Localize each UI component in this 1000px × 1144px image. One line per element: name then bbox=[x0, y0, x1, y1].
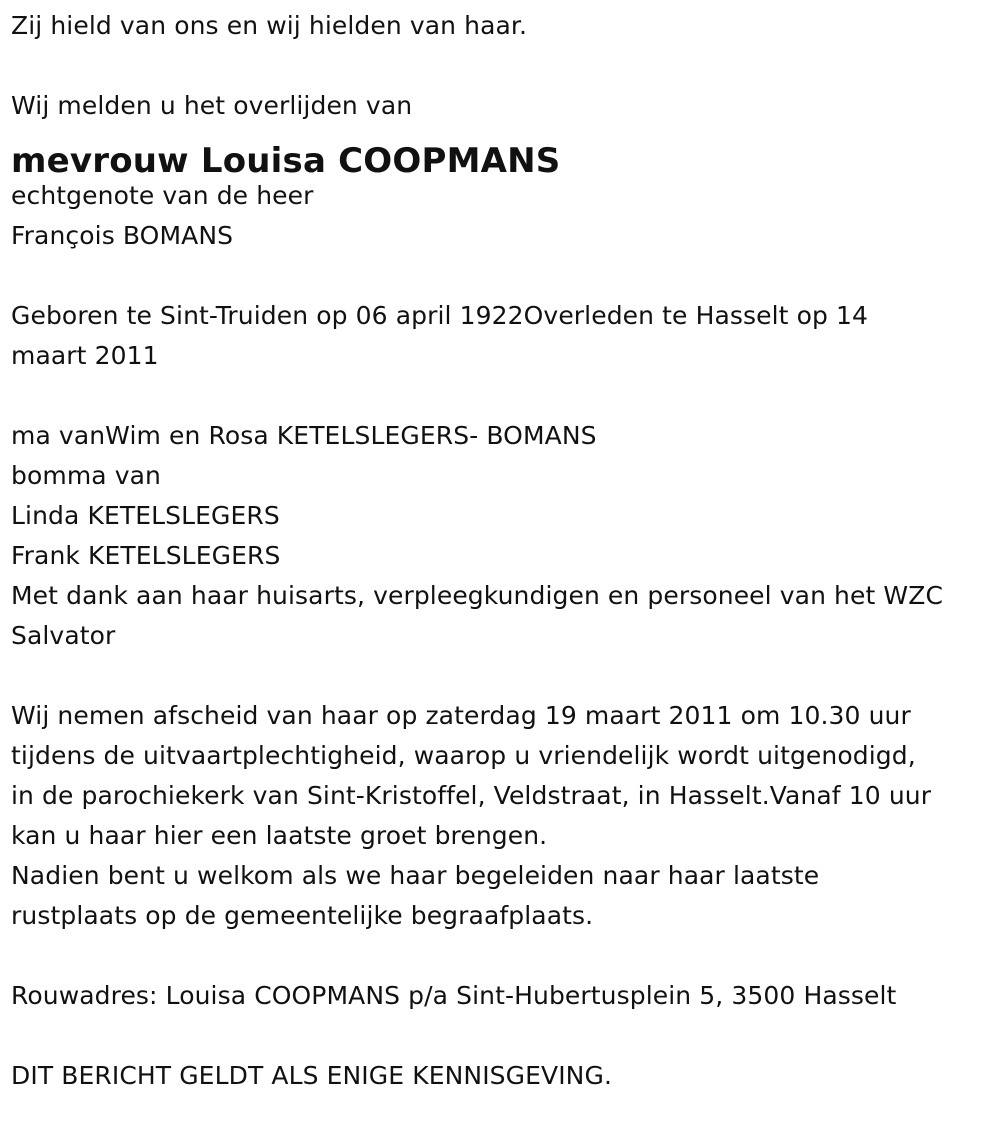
announcement-text: Wij melden u het overlijden van bbox=[11, 91, 413, 120]
spacer bbox=[11, 656, 993, 696]
spacer bbox=[11, 1016, 993, 1056]
grandchild-name: Linda KETELSLEGERS bbox=[11, 501, 280, 530]
mourning-address: Rouwadres: Louisa COOPMANS p/a Sint-Hubertusplein 5, 3500 Hasselt bbox=[11, 981, 897, 1010]
deceased-name: mevrouw Louisa COOPMANS bbox=[11, 141, 561, 181]
spacer bbox=[11, 936, 993, 976]
birth-death-line-1: Geboren te Sint-Truiden op 06 april 1922Overleden te Hasselt op 14 bbox=[11, 301, 869, 330]
thanks-line-2: Salvator bbox=[11, 621, 116, 650]
spouse-line-2: François BOMANS bbox=[11, 221, 234, 250]
farewell-line: Nadien bent u welkom als we haar begeleiden naar haar laatste bbox=[11, 861, 820, 890]
thanks-line-1: Met dank aan haar huisarts, verpleegkundigen en personeel van het WZC bbox=[11, 581, 944, 610]
farewell-line: in de parochiekerk van Sint-Kristoffel, Veldstraat, in Hasselt.Vanaf 10 uur bbox=[11, 781, 932, 810]
obituary-notice bbox=[11, 6, 993, 1096]
birth-death-line-2: maart 2011 bbox=[11, 341, 159, 370]
spouse-line-1: echtgenote van de heer bbox=[11, 181, 314, 210]
closing-statement: DIT BERICHT GELDT ALS ENIGE KENNISGEVING. bbox=[11, 1061, 612, 1090]
grandchild-name: Frank KETELSLEGERS bbox=[11, 541, 281, 570]
grandmother-of-text: bomma van bbox=[11, 461, 161, 490]
farewell-line: tijdens de uitvaartplechtigheid, waarop u vriendelijk wordt uitgenodigd, bbox=[11, 741, 916, 770]
farewell-line: kan u haar hier een laatste groet brengen. bbox=[11, 821, 548, 850]
intro-text: Zij hield van ons en wij hielden van haar. bbox=[11, 11, 528, 40]
mother-of-text: ma vanWim en Rosa KETELSLEGERS- BOMANS bbox=[11, 421, 597, 450]
farewell-line: rustplaats op de gemeentelijke begraafplaats. bbox=[11, 901, 594, 930]
spacer bbox=[11, 376, 993, 416]
farewell-line: Wij nemen afscheid van haar op zaterdag 19 maart 2011 om 10.30 uur bbox=[11, 701, 911, 730]
spacer bbox=[11, 256, 993, 296]
spacer bbox=[11, 46, 993, 86]
